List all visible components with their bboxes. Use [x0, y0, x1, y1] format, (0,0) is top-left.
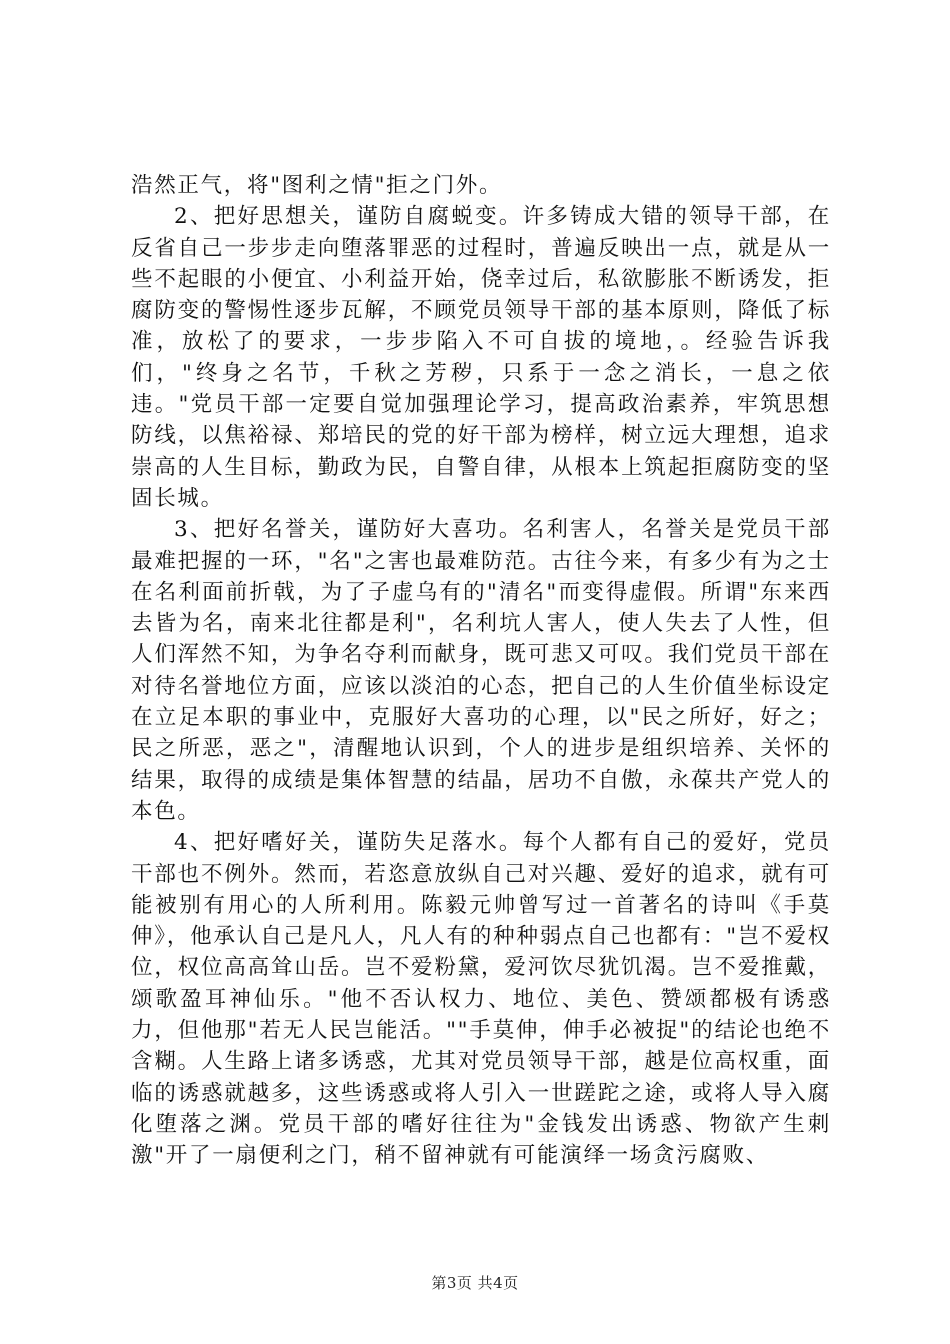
paragraph-reputation-gate: 3、把好名誉关，谨防好大喜功。名利害人，名誉关是党员干部最难把握的一环，"名"之害也最难防范。古往今来，有多少有为之士在名利面前折戟，为了子虚乌有的"清名"而变得虚假。所谓"东来西去皆为名，南来北往都是利"，名利坑人害人，使人失去了人性，但人们浑然不知，为争名夺利而献身，既可悲又可叹。我们党员干部在对待名誉地位方面，应该以淡泊的心态，把自己的人生价值坐标设定在立足本职的事业中，克服好大喜功的心理，以"民之所好，好之；民之所恶，恶之"，清醒地认识到，个人的进步是组织培养、关怀的结果，取得的成绩是集体智慧的结晶，居功不自傲，永葆共产党人的本色。	[131, 517, 831, 824]
document-body	[131, 170, 831, 1172]
paragraph-continuation: 浩然正气，将"图利之情"拒之门外。	[131, 173, 503, 198]
paragraph-hobby-gate: 4、把好嗜好关，谨防失足落水。每个人都有自己的爱好，党员干部也不例外。然而，若恣意放纵自己对兴趣、爱好的追求，就有可能被别有用心的人所利用。陈毅元帅曾写过一首著名的诗叫《手莫伸》，他承认自己是凡人，凡人有的种种弱点自己也都有："岂不爱权位，权位高高耸山岳。岂不爱粉黛，爱河饮尽犹饥渴。岂不爱推戴，颂歌盈耳神仙乐。"他不否认权力、地位、美色、赞颂都极有诱惑力，但他那"若无人民岂能活。""手莫伸，伸手必被捉"的结论也绝不含糊。人生路上诸多诱惑，尤其对党员领导干部，越是位高权重，面临的诱惑就越多，这些诱惑或将人引入一世蹉跎之途，或将人导入腐化堕落之渊。党员干部的嗜好往往为"金钱发出诱惑、物欲产生刺激"开了一扇便利之门，稍不留神就有可能演绎一场贪污腐败、	[131, 830, 831, 1169]
paragraph-ideology-gate: 2、把好思想关，谨防自腐蜕变。许多铸成大错的领导干部，在反省自己一步步走向堕落罪恶的过程时，普遍反映出一点，就是从一些不起眼的小便宜、小利益开始，侥幸过后，私欲膨胀不断诱发，拒腐防变的警惕性逐步瓦解，不顾党员领导干部的基本原则，降低了标准，放松了的要求，一步步陷入不可自拔的境地，。经验告诉我们，"终身之名节，千秋之芳秽，只系于一念之消长，一息之依违。"党员干部一定要自觉加强理论学习，提高政治素养，牢筑思想防线，以焦裕禄、郑培民的党的好干部为榜样，树立远大理想，追求崇高的人生目标，勤政为民，自警自律，从根本上筑起拒腐防变的坚固长城。	[131, 204, 831, 511]
page-number-footer: 第3页 共4页	[431, 1274, 519, 1292]
